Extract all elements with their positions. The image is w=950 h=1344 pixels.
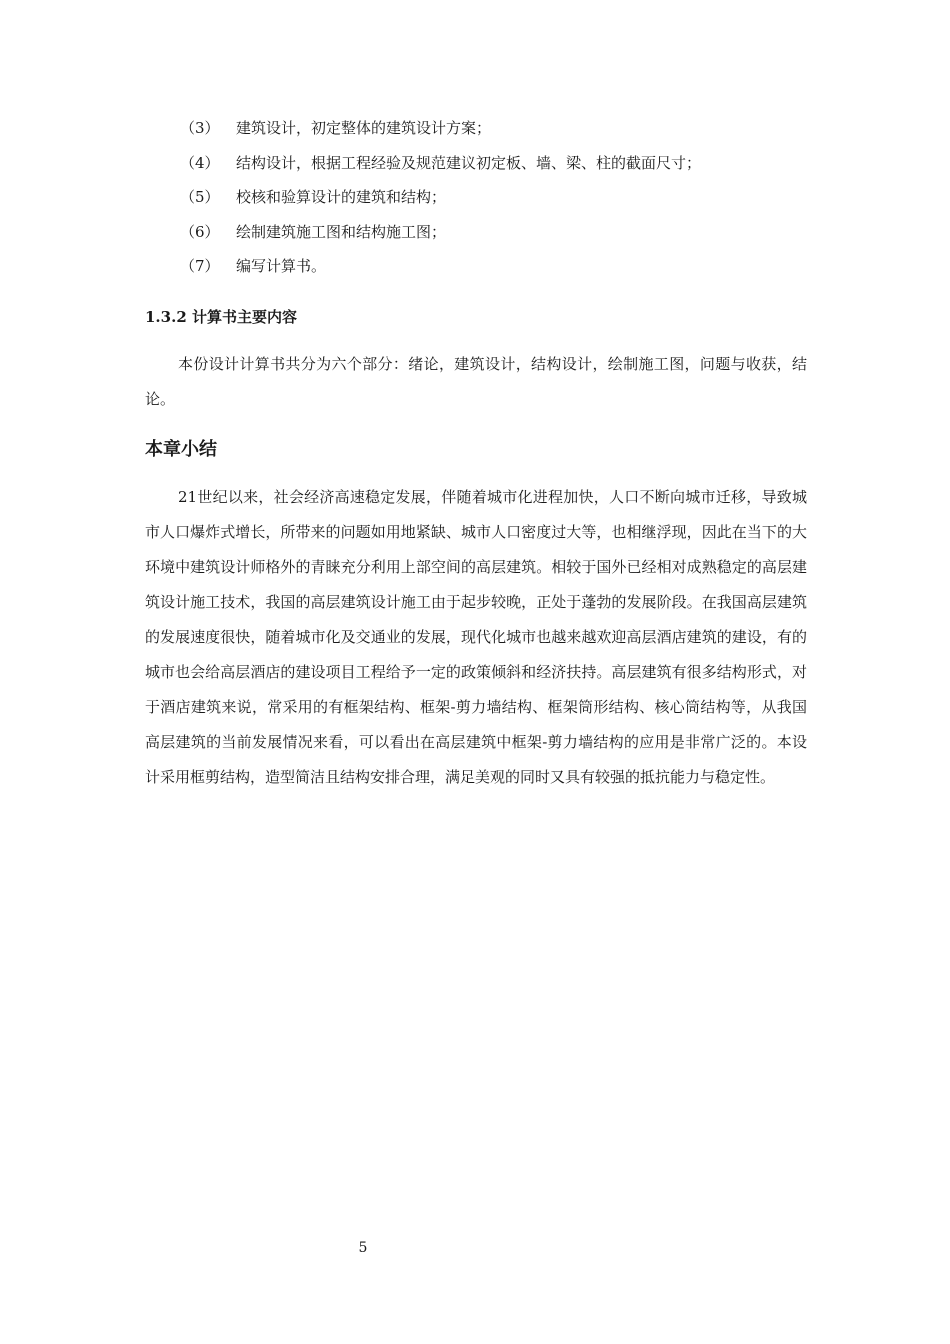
list-item (180, 254, 820, 289)
list-item-text: 结构设计，根据工程经验及规范建议初定板、墙、梁、柱的截面尺寸； (236, 153, 702, 172)
list-item (180, 151, 820, 186)
list-item-number: （5） (180, 188, 220, 206)
chapter-summary-heading: 本章小结 (145, 439, 217, 460)
subsection-heading: 1.3.2 计算书主要内容 (145, 308, 297, 326)
list-item-text: 绘制建筑施工图和结构施工图； (236, 222, 447, 241)
list-item-text: 编写计算书。 (236, 257, 327, 275)
paragraph-summary: 21世纪以来，社会经济高速稳定发展，伴随着城市化进程加快，人口不断向城市迁移，导致城市人口爆炸式增长，所带来的问题如用地紧缺、城市人口密度过大等，也相继浮现，因此在当下的大环境中建筑设计师格外的青睐充分利用上部空间的高层建筑。相较于国外已经相对成熟稳定的高层建筑设计施工技术，我国的高层建筑设计施工由于起步较晚，正处于蓬勃的发展阶段。在我国高层建筑的发展速度很快，随着城市化及交通业的发展，现代化城市也越来越欢迎高层酒店建筑的建设，有的城市也会给高层酒店的建设项目工程给予一定的政策倾斜和经济扶持。高层建筑有很多结构形式，对于酒店建筑来说，常采用的有框架结构、框架-剪力墙结构、框架筒形结构、核心筒结构等，从我国高层建筑的当前发展情况来看，可以看出在高层建筑中框架-剪力墙结构的应用是非常广泛的。本设计采用框剪结构，造型简洁且结构安排合理，满足美观的同时又具有较强的抵抗能力与稳定性。 (145, 488, 807, 786)
list-item-number: （4） (180, 153, 220, 172)
list-item (180, 220, 820, 255)
list-item (180, 116, 820, 151)
list-item-number: （6） (180, 222, 220, 241)
step-list (180, 116, 820, 289)
list-item-text: 建筑设计，初定整体的建筑设计方案； (236, 119, 492, 137)
list-item-number: （7） (180, 257, 220, 275)
list-item (180, 185, 820, 220)
page-number: 5 (358, 1240, 368, 1256)
list-item-text: 校核和验算设计的建筑和结构； (236, 188, 447, 206)
list-item-number: （3） (180, 119, 220, 137)
paragraph-contents: 本份设计计算书共分为六个部分：绪论，建筑设计，结构设计，绘制施工图，问题与收获，结论。 (145, 355, 807, 408)
